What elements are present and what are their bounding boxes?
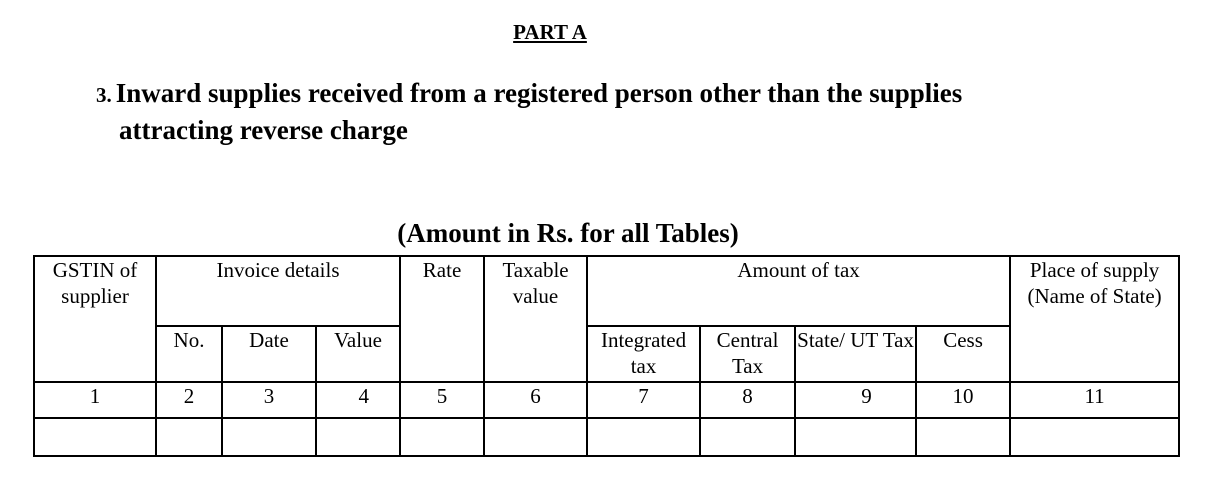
column-number: 3 xyxy=(222,382,316,418)
header-central-tax: Central Tax xyxy=(700,326,795,382)
state-ut-tax-cell[interactable] xyxy=(795,418,916,456)
header-cess: Cess xyxy=(916,326,1010,382)
table-row xyxy=(34,418,1179,456)
section-title-line2: attracting reverse charge xyxy=(119,115,408,145)
header-place-of-supply: Place of supply (Name of State) xyxy=(1010,256,1179,382)
column-number: 8 xyxy=(700,382,795,418)
column-number: 11 xyxy=(1010,382,1179,418)
column-number: 10 xyxy=(916,382,1010,418)
header-rate: Rate xyxy=(400,256,484,382)
invoice-date-cell[interactable] xyxy=(222,418,316,456)
taxable-value-cell[interactable] xyxy=(484,418,587,456)
header-date: Date xyxy=(222,326,316,382)
invoice-no-cell[interactable] xyxy=(156,418,222,456)
section-title-line1: Inward supplies received from a registered person other than the supplies xyxy=(115,78,963,108)
amount-note: (Amount in Rs. for all Tables) xyxy=(397,218,739,248)
place-of-supply-cell[interactable] xyxy=(1010,418,1179,456)
header-value: Value xyxy=(316,326,400,382)
header-no: No. xyxy=(156,326,222,382)
gstin-cell[interactable] xyxy=(34,418,156,456)
part-title: PART A xyxy=(513,20,587,44)
column-number: 1 xyxy=(34,382,156,418)
column-number: 4 xyxy=(316,382,400,418)
column-number: 6 xyxy=(484,382,587,418)
central-tax-cell[interactable] xyxy=(700,418,795,456)
header-amount-of-tax: Amount of tax xyxy=(587,256,1010,326)
integrated-tax-cell[interactable] xyxy=(587,418,700,456)
invoice-value-cell[interactable] xyxy=(316,418,400,456)
column-number: 9 xyxy=(795,382,916,418)
header-taxable-value: Taxable value xyxy=(484,256,587,382)
section-number: 3. xyxy=(96,83,112,107)
header-integrated-tax: Integrated tax xyxy=(587,326,700,382)
header-invoice-details: Invoice details xyxy=(156,256,400,326)
header-gstin: GSTIN of supplier xyxy=(34,256,156,382)
column-number-row xyxy=(34,382,1179,418)
column-number: 2 xyxy=(156,382,222,418)
inward-supplies-table xyxy=(33,255,1180,457)
header-state-ut-tax: State/ UT Tax xyxy=(795,326,916,382)
section-heading xyxy=(96,76,1096,148)
rate-cell[interactable] xyxy=(400,418,484,456)
column-number: 7 xyxy=(587,382,700,418)
cess-cell[interactable] xyxy=(916,418,1010,456)
column-number: 5 xyxy=(400,382,484,418)
